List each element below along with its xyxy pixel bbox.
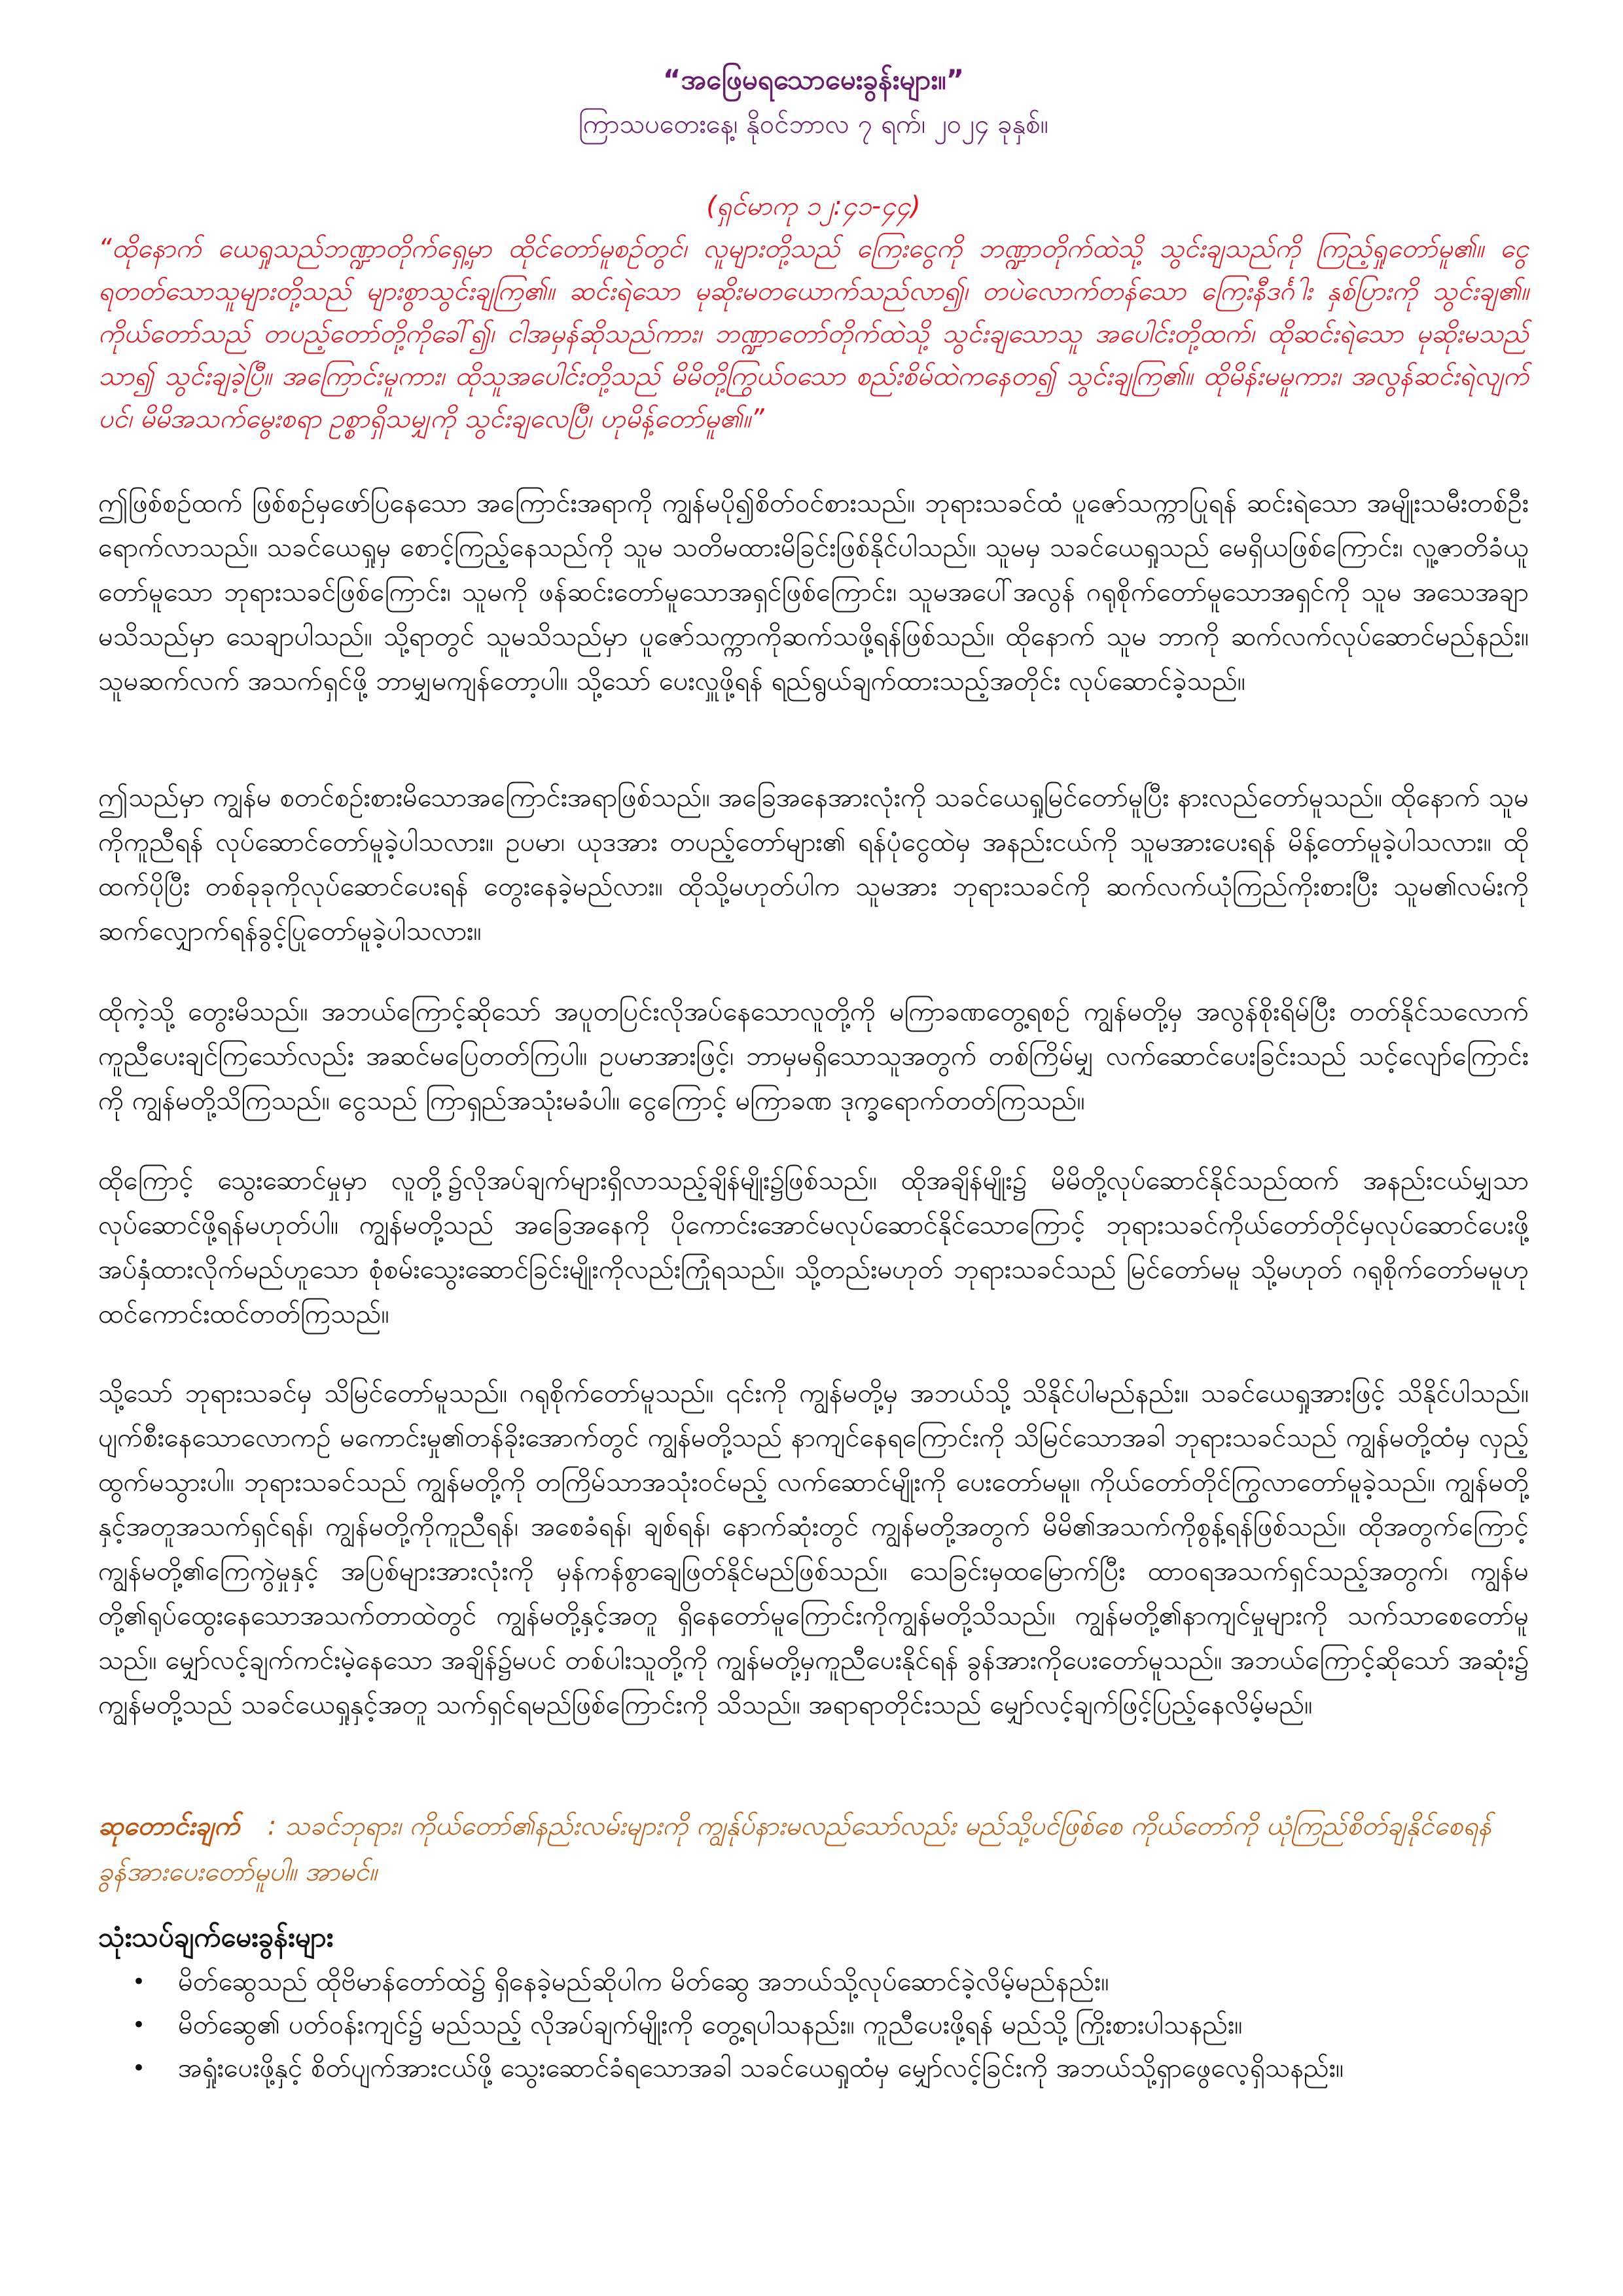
prayer-text: : သခင်ဘုရား၊ ကိုယ်တော်၏နည်းလမ်းများကို ကျွန်ုပ်နားမလည်သော်လည်း မည်သို့ပင်ဖြစ်စေ ကိုယ်တော်ကို ယုံကြည်စိတ်ချနိုင်စေရန် ခွန်အားပေးတော်မူပါ။ အာမင်။ xyxy=(98,1811,1491,1887)
bullet-icon: • xyxy=(132,2055,146,2081)
questions-heading: သုံးသပ်ချက်မေးခွန်းများ xyxy=(98,1921,334,1953)
paragraph-4: ထိုကြောင့် သွေးဆောင်မှုမှာ လူတို့၌လိုအပ်ချက်များရှိလာသည့်ချိန်မျိုး၌ဖြစ်သည်။ ထိုအချိန်မျိုး၌ မိမိတို့လုပ်ဆောင်နိုင်သည်ထက် အနည်းငယ်မျှသာလုပ်ဆောင်ဖို့ရန်မဟုတ်ပါ။ ကျွန်မတို့သည် အခြေအနေကို ပိုကောင်းအောင်မလုပ်ဆောင်နိုင်သောကြောင့် ဘုရားသခင်ကိုယ်တော်တိုင်မှလုပ်ဆောင်ပေးဖို့အပ်နှံထားလိုက်မည်ဟူသော စုံစမ်းသွေးဆောင်ခြင်းမျိုးကိုလည်းကြုံရသည်။ သို့တည်းမဟုတ် ဘုရားသခင်သည် မြင်တော်မမူ သို့မဟုတ် ဂရုစိုက်တော်မမူဟု ထင်ကောင်းထင်တတ်ကြသည်။ xyxy=(98,1166,1529,1329)
bullet-icon: • xyxy=(132,1969,146,1995)
paragraph-1: ဤဖြစ်စဉ်ထက် ဖြစ်စဉ်မှဖော်ပြနေသော အကြောင်းအရာကို ကျွန်မပို၍စိတ်ဝင်စားသည်။ ဘုရားသခင်ထံ ပူဇော်သက္ကာပြုရန် ဆင်းရဲသော အမျိုးသမီးတစ်ဦးရောက်လာသည်။ သခင်ယေရှုမှ စောင့်ကြည့်နေသည်ကို သူမ သတိမထားမိခြင်းဖြစ်နိုင်ပါသည်။ သူမမှ သခင်ယေရှုသည် မေရှိယဖြစ်ကြောင်း၊ လူ့ဇာတိခံယူတော်မူသော ဘုရားသခင်ဖြစ်ကြောင်း၊ သူမကို ဖန်ဆင်းတော်မူသောအရှင်ဖြစ်ကြောင်း၊ သူမအပေါ်အလွန် ဂရုစိုက်တော်မူသောအရှင်ကို သူမ အသေအချာ မသိသည်မှာ သေချာပါသည်။ သို့ရာတွင် သူမသိသည်မှာ ပူဇော်သက္ကာကိုဆက်သဖို့ရန်ဖြစ်သည်။ ထိုနောက် သူမ ဘာကို ဆက်လက်လုပ်ဆောင်မည်နည်း။ သူမဆက်လက် အသက်ရှင်ဖို့ ဘာမျှမကျန်တော့ပါ။ သို့သော် ပေးလှူဖို့ရန် ရည်ရွယ်ချက်ထားသည့်အတိုင်း လုပ်ဆောင်ခဲ့သည်။ xyxy=(98,488,1529,696)
paragraph-5: သို့သော် ဘုရားသခင်မှ သိမြင်တော်မူသည်။ ဂရုစိုက်တော်မူသည်။ ၎င်းကို ကျွန်မတို့မှ အဘယ်သို့ သိနိုင်ပါမည်နည်း။ သခင်ယေရှုအားဖြင့် သိနိုင်ပါသည်။ ပျက်စီးနေသောလောကဉ် မကောင်းမှု၏တန်ခိုးအောက်တွင် ကျွန်မတို့သည် နာကျင်နေရကြောင်းကို သိမြင်သောအခါ ဘုရားသခင်သည် ကျွန်မတို့ထံမှ လှည့်ထွက်မသွားပါ။ ဘုရားသခင်သည် ကျွန်မတို့ကို တကြိမ်သာအသုံးဝင်မည့် လက်ဆောင်မျိုးကို ပေးတော်မမူ။ ကိုယ်တော်တိုင်ကြွလာတော်မူခဲ့သည်။ ကျွန်မတို့နှင့်အတူအသက်ရှင်ရန်၊ ကျွန်မတို့ကိုကူညီရန်၊ အစေခံရန်၊ ချစ်ရန်၊ နောက်ဆုံးတွင် ကျွန်မတို့အတွက် မိမိ၏အသက်ကိုစွန့်ရန်ဖြစ်သည်။ ထိုအတွက်ကြောင့် ကျွန်မတို့၏ကြေကွဲမှုနှင့် အပြစ်များအားလုံးကို မှန်ကန်စွာချေဖြတ်နိုင်မည်ဖြစ်သည်။ သေခြင်းမှထမြောက်ပြီး ထာဝရအသက်ရှင်သည့်အတွက်၊ ကျွန်မတို့၏ရုပ်ထွေးနေသောအသက်တာထဲတွင် ကျွန်မတို့နှင့်အတူ ရှိနေတော်မူကြောင်းကိုကျွန်မတို့သိသည်။ ကျွန်မတို့၏နာကျင်မှုများကို သက်သာစေတော်မူသည်။ မျှော်လင့်ချက်ကင်းမဲ့နေသော အချိန်၌မပင် တစ်ပါးသူတို့ကို ကျွန်မတို့မှကူညီပေးနိုင်ရန် ခွန်အားကိုပေးတော်မူသည်။ အဘယ်ကြောင့်ဆိုသော် အဆုံး၌ ကျွန်မတို့သည် သခင်ယေရှုနှင့်အတူ သက်ရှင်ရမည်ဖြစ်ကြောင်းကို သိသည်။ အရာရာတိုင်းသည် မျှော်လင့်ချက်ဖြင့်ပြည့်နေလိမ့်မည်။ xyxy=(98,1378,1529,1720)
list-item xyxy=(98,2047,1529,2090)
list-item xyxy=(98,1960,1529,2003)
page-title: “အဖြေမရသောမေးခွန်းများ။” xyxy=(662,63,965,96)
question-text: မိတ်ဆွေ၏ ပတ်ဝန်းကျင်၌ မည်သည့် လိုအပ်ချက်မျိုးကို တွေ့ရပါသနည်း။ ကူညီပေးဖို့ရန် မည်သို့ ကြိုးစားပါသနည်း။ xyxy=(178,2010,1243,2040)
prayer-label: ဆုတောင်းချက် xyxy=(98,1811,240,1841)
bullet-icon: • xyxy=(132,2012,146,2038)
list-item xyxy=(98,2003,1529,2047)
question-text: မိတ်ဆွေသည် ထိုဗိမာန်တော်ထဲ၌ ရှိနေခဲ့မည်ဆိုပါက မိတ်ဆွေ အဘယ်သို့လုပ်ဆောင်ခဲ့လိမ့်မည်နည်း။ xyxy=(178,1967,1109,1997)
paragraph-2: ဤသည်မှာ ကျွန်မ စတင်စဉ်းစားမိသောအကြောင်းအရာဖြစ်သည်။ အခြေအနေအားလုံးကို သခင်ယေရှုမြင်တော်မူပြီး နားလည်တော်မူသည်။ ထိုနောက် သူမကိုကူညီရန် လုပ်ဆောင်တော်မူခဲ့ပါသလား။ ဥပမာ၊ ယုဒအား တပည့်တော်များ၏ ရန်ပုံငွေထဲမှ အနည်းငယ်ကို သူမအားပေးရန် မိန့်တော်မူခဲ့ပါသလား။ ထိုထက်ပိုပြီး တစ်ခုခုကိုလုပ်ဆောင်ပေးရန် တွေးနေခဲ့မည်လား။ ထိုသို့မဟုတ်ပါက သူမအား ဘုရားသခင်ကို ဆက်လက်ယုံကြည်ကိုးစားပြီး သူမ၏လမ်းကို ဆက်လျှောက်ရန်ခွင့်ပြုတော်မူခဲ့ပါသလား။ xyxy=(98,783,1529,946)
scripture-reference: (ရှင်မာကု ၁၂:၄၁-၄၄) xyxy=(706,191,921,221)
page-date: ကြာသပတေးနေ့၊ နိုဝင်ဘာလ ၇ ရက်၊ ၂၀၂၄ ခုနှစ်။ xyxy=(579,109,1048,139)
question-text: အရှုံးပေးဖို့နှင့် စိတ်ပျက်အားငယ်ဖို့ သွေးဆောင်ခံရသောအခါ သခင်ယေရှုထံမှ မျှော်လင့်ခြင်းကို အဘယ်သို့ရှာဖွေလေ့ရှိသနည်း။ xyxy=(178,2053,1344,2083)
questions-list xyxy=(98,1960,1529,2090)
prayer-block xyxy=(98,1803,1529,1895)
scripture-text: “ထိုနောက် ယေရှုသည်ဘဏ္ဍာတိုက်ရှေ့မှာ ထိုင်တော်မူစဉ်တွင်၊ လူများတို့သည် ကြေးငွေကို ဘဏ္ဍာတိုက်ထဲသို့ သွင်းချသည်ကို ကြည့်ရှုတော်မူ၏။ ငွေရတတ်သောသူများတို့သည် များစွာသွင်းချကြ၏။ ဆင်းရဲသော မုဆိုးမတယောက်သည်လာ၍၊ တပဲလောက်တန်သော ကြေးနီဒင်္ဂါး နှစ်ပြားကို သွင်းချ၏။ ကိုယ်တော်သည် တပည့်တော်တို့ကိုခေါ်၍၊ ငါအမှန်ဆိုသည်ကား၊ ဘဏ္ဍာတော်တိုက်ထဲသို့ သွင်းချသောသူ အပေါင်းတို့ထက်၊ ထိုဆင်းရဲသော မုဆိုးမသည်သာ၍ သွင်းချခဲ့ပြီ။ အကြောင်းမူကား၊ ထိုသူအပေါင်းတို့သည် မိမိတို့ကြွယ်ဝသော စည်းစိမ်ထဲကနေတ၍ သွင်းချကြ၏။ ထိုမိန်းမမူကား၊ အလွန်ဆင်းရဲလျက်ပင်၊ မိမိအသက်မွေးစရာ ဥစ္စာရှိသမျှကို သွင်းချလေပြီ၊ ဟုမိန့်တော်မူ၏။” xyxy=(98,234,1529,434)
devotional-page xyxy=(98,0,1529,2296)
paragraph-3: ထိုကဲ့သို့ တွေးမိသည်။ အဘယ်ကြောင့်ဆိုသော် အပူတပြင်းလိုအပ်နေသောလူတို့ကို မကြာခဏတွေ့ရစဉ် ကျွန်မတို့မှ အလွန်စိုးရိမ်ပြီး တတ်နိုင်သလောက် ကူညီပေးချင်ကြသော်လည်း အဆင်မပြေတတ်ကြပါ။ ဥပမာအားဖြင့်၊ ဘာမှမရှိသောသူအတွက် တစ်ကြိမ်မျှ လက်ဆောင်ပေးခြင်းသည် သင့်လျော်ကြောင်းကို ကျွန်မတို့သိကြသည်။ ငွေသည် ကြာရှည်အသုံးမခံပါ။ ငွေကြောင့် မကြာခဏ ဒုက္ခရောက်တတ်ကြသည်။ xyxy=(98,997,1529,1116)
